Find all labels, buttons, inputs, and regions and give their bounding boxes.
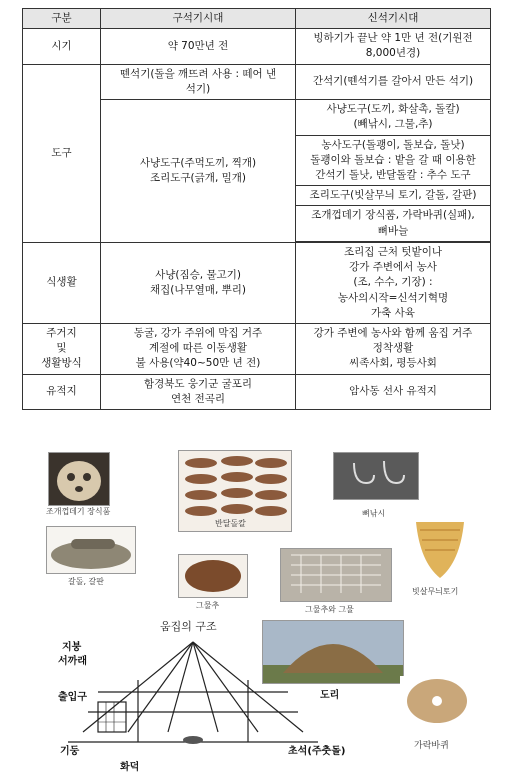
tools-neo-hunt xyxy=(296,100,491,135)
sites-paleo-line: 연천 전곡리 xyxy=(170,392,226,405)
pottery-caption: 빗살무늬토기 xyxy=(412,587,459,596)
tools-neo-top: 간석기(뗀석기를 갈아서 만든 석기) xyxy=(296,64,491,99)
tools-neo-hunt-line: 사냥도구(도끼, 화살촉, 돌칼) xyxy=(326,103,460,116)
tools-paleo-top-line: 석기) xyxy=(185,82,211,95)
hut-icon xyxy=(263,621,403,683)
spindle-image xyxy=(400,676,474,726)
food-paleo-line: 채집(나무열매, 뿌리) xyxy=(149,283,246,296)
tools-paleo-top-line: 뗀석기(돌을 깨뜨려 사용 : 떼어 낸 xyxy=(119,67,277,80)
living-label-line: 및 xyxy=(56,342,67,355)
row-food xyxy=(23,242,491,323)
house-label-roof: 지붕 xyxy=(62,642,82,653)
period-paleo: 약 70만년 전 xyxy=(101,29,296,64)
period-neo xyxy=(296,29,491,64)
living-paleo-line: 계절에 따른 이동생활 xyxy=(149,342,247,355)
spindle-icon xyxy=(400,676,474,726)
net-weight-caption: 그물추 xyxy=(196,601,220,610)
sites-paleo xyxy=(101,374,296,409)
pottery-image xyxy=(410,518,470,582)
row-tools xyxy=(23,64,491,99)
house-label-base: 초석(주춧돌) xyxy=(288,746,346,757)
net-icon xyxy=(281,549,391,601)
food-paleo-line: 사냥(짐승, 물고기) xyxy=(155,268,241,281)
grinder-caption: 갈돌, 갈판 xyxy=(68,577,104,586)
pottery-icon xyxy=(410,518,470,582)
food-neo-line: 가축 사육 xyxy=(371,306,415,319)
food-paleo xyxy=(101,242,296,323)
food-neo xyxy=(296,242,491,323)
shell-mask-image xyxy=(48,452,110,506)
living-neo xyxy=(296,323,491,374)
tools-paleo-main xyxy=(101,100,296,243)
hut-photo xyxy=(262,620,404,684)
net-image xyxy=(280,548,392,602)
period-neo-line: 8,000년경) xyxy=(365,47,421,60)
tools-neo-craft-line: 조개껍데기 장식품, 가락바퀴(실패), xyxy=(311,209,475,222)
living-paleo xyxy=(101,323,296,374)
tools-neo-craft xyxy=(296,206,491,241)
tools-neo-craft-line: 뼈바늘 xyxy=(377,224,409,237)
period-neo-line: 빙하기가 끝난 약 1만 년 전(기원전 xyxy=(313,32,473,45)
header-row xyxy=(23,9,491,29)
row-living xyxy=(23,323,491,374)
living-label-line: 주거지 xyxy=(46,326,77,339)
tools-neo-hunt-line: (빼낚시, 그물,추) xyxy=(353,118,433,131)
tools-paleo-top xyxy=(101,64,296,99)
tools-neo-cook: 조리도구(빗살무늬 토기, 갈돌, 갈판) xyxy=(296,186,491,206)
sickle-caption: 반달돌칼 xyxy=(215,519,246,528)
tools-paleo-main-line: 사냥도구(주먹도끼, 찍개) xyxy=(139,156,257,169)
comparison-table xyxy=(22,8,491,410)
living-label xyxy=(23,323,101,374)
food-label: 식생활 xyxy=(23,242,101,323)
sites-paleo-line: 함경북도 웅기군 굴포리 xyxy=(143,377,253,390)
fishhook-icon xyxy=(334,453,418,499)
living-neo-line: 씨족사회, 평등사회 xyxy=(349,357,437,370)
net-weight-image xyxy=(178,554,248,598)
living-paleo-line: 불 사용(약40~50만 년 전) xyxy=(135,357,261,370)
house-label-rafter: 서까래 xyxy=(58,656,87,667)
house-label-hearth: 화덕 xyxy=(120,762,140,773)
tools-neo-farm-line: 농사도구(돌괭이, 돌보습, 돌낫) xyxy=(321,138,465,151)
header-neolithic: 신석기시대 xyxy=(296,9,491,29)
living-label-line: 생활방식 xyxy=(41,357,82,370)
fishhook-image xyxy=(333,452,419,500)
food-neo-line: 강가 주변에서 농사 xyxy=(349,261,437,274)
grinder-image xyxy=(46,526,136,574)
living-paleo-line: 동굴, 강가 주위에 막집 거주 xyxy=(133,326,263,339)
spindle-caption: 가락바퀴 xyxy=(414,741,449,751)
food-neo-line: 조리집 근처 텃밭이나 xyxy=(344,245,442,258)
sites-label: 유적지 xyxy=(23,374,101,409)
row-period xyxy=(23,29,491,64)
house-label-beam: 도리 xyxy=(320,690,340,701)
food-neo-line: 농사의시작=신석기혁명 xyxy=(337,291,449,304)
tools-label: 도구 xyxy=(23,64,101,242)
header-paleolithic: 구석기시대 xyxy=(101,9,296,29)
shell-mask-icon xyxy=(49,453,109,505)
tools-paleo-main-line: 조리도구(긁개, 밀개) xyxy=(149,171,246,184)
tools-neo-farm xyxy=(296,135,491,186)
shell-mask-caption: 조개껍데기 장식품 xyxy=(46,507,111,516)
fishhook-caption: 뼈낚시 xyxy=(362,509,386,518)
period-label: 시기 xyxy=(23,29,101,64)
house-label-pillar: 기둥 xyxy=(60,746,80,757)
net-weight-icon xyxy=(179,555,247,597)
row-sites xyxy=(23,374,491,409)
living-neo-line: 정착생활 xyxy=(372,342,414,355)
food-neo-line: (조, 수수, 기장) : xyxy=(353,276,433,289)
grinder-icon xyxy=(47,527,135,573)
sites-neo: 암사동 선사 유적지 xyxy=(296,374,491,409)
net-caption: 그물추와 그물 xyxy=(305,605,354,614)
header-category: 구분 xyxy=(23,9,101,29)
house-title: 움집의 구조 xyxy=(160,620,217,633)
house-label-entrance: 출입구 xyxy=(58,692,87,703)
living-neo-line: 강가 주변에 농사와 함께 움집 거주 xyxy=(313,326,473,339)
tools-neo-farm-line: 간석기 돌낫, 반달돌칼 : 추수 도구 xyxy=(315,168,471,181)
tools-neo-farm-line: 돌괭이와 돌보습 : 밭을 갈 때 이용한 xyxy=(310,153,476,166)
